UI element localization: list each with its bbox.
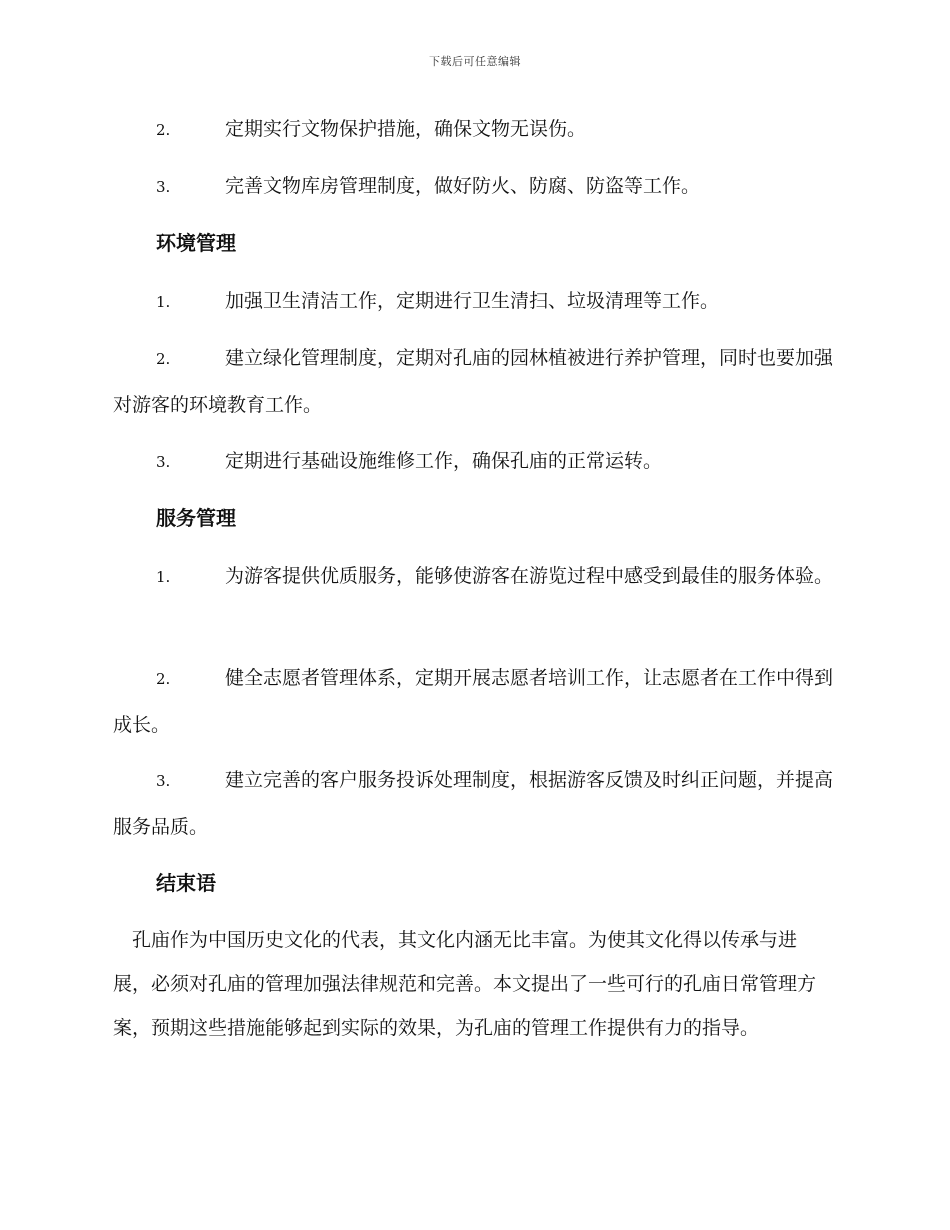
item-text: 加强卫生清洁工作，定期进行卫生清扫、垃圾清理等工作。 [225, 290, 720, 312]
item-number: 2. [156, 121, 171, 139]
item-text: 建立完善的客户服务投诉处理制度，根据游客反馈及时纠正问题，并提高服务品质。 [113, 769, 834, 838]
list-item [113, 438, 833, 485]
section-heading-environment: 环境管理 [156, 231, 236, 255]
item-number: 2. [156, 350, 171, 368]
item-text: 定期进行基础设施维修工作，确保孔庙的正常运转。 [225, 450, 663, 472]
item-number: 3. [156, 178, 171, 196]
item-text: 为游客提供优质服务，能够使游客在游览过程中感受到最佳的服务体验。 [225, 565, 834, 587]
list-item [113, 278, 833, 325]
list-item [113, 757, 833, 850]
list-item [113, 106, 833, 153]
item-number: 3. [156, 772, 171, 790]
item-text: 完善文物库房管理制度，做好防火、防腐、防盗等工作。 [225, 175, 701, 197]
list-item [113, 655, 833, 748]
list-item [113, 553, 833, 600]
page-header: 下载后可任意编辑 [429, 55, 521, 68]
section-heading-service: 服务管理 [156, 506, 236, 530]
item-number: 1. [156, 293, 171, 311]
section-heading-conclusion: 结束语 [156, 871, 216, 895]
item-text: 定期实行文物保护措施，确保文物无误伤。 [225, 118, 587, 140]
list-item [113, 335, 833, 428]
item-number: 2. [156, 670, 171, 688]
item-number: 1. [156, 568, 171, 586]
list-item [113, 163, 833, 210]
item-number: 3. [156, 453, 171, 471]
item-text: 健全志愿者管理体系，定期开展志愿者培训工作，让志愿者在工作中得到成长。 [113, 667, 834, 736]
item-text: 建立绿化管理制度，定期对孔庙的园林植被进行养护管理，同时也要加强对游客的环境教育工作。 [113, 347, 834, 416]
conclusion-paragraph: 孔庙作为中国历史文化的代表，其文化内涵无比丰富。为使其文化得以传承与进展，必须对孔庙的管理加强法律规范和完善。本文提出了一些可行的孔庙日常管理方案，预期这些措施能够起到实际的效果，为孔庙的管理工作提供有力的指导。 [113, 929, 817, 1039]
